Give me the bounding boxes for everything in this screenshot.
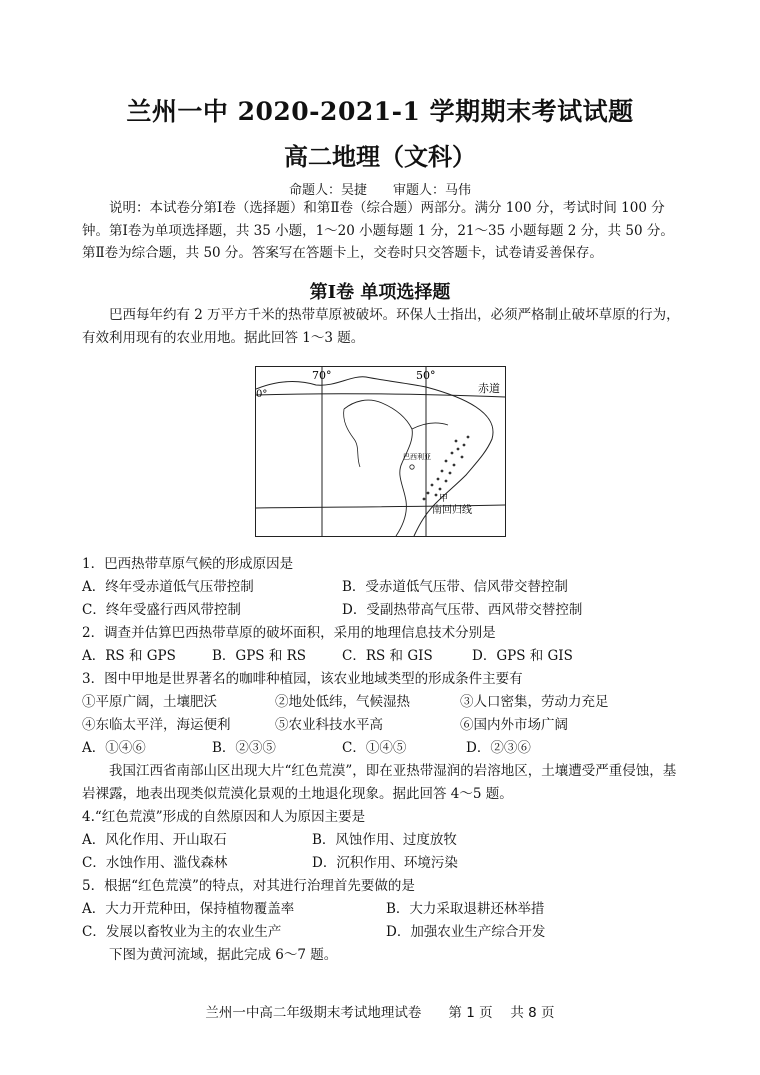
- q3-option-d[interactable]: D．②③⑥: [466, 740, 531, 756]
- intro-q4-5: 我国江西省南部山区出现大片“红色荒漠”，即在亚热带湿润的岩溶地区，土壤遭受严重侵蚀，基岩裸露，地表出现类似荒漠化景观的土地退化现象。据此回答 4～5 题。: [82, 763, 677, 802]
- q4-option-a[interactable]: A．风化作用、开山取石: [82, 832, 227, 848]
- q2-option-b[interactable]: B．GPS 和 RS: [212, 648, 307, 664]
- label-jia: 甲: [439, 494, 449, 504]
- river-line: [412, 423, 448, 429]
- label-70: 70°: [312, 369, 332, 382]
- q2-option-c[interactable]: C．RS 和 GIS: [342, 648, 433, 664]
- q2-option-d[interactable]: D．GPS 和 GIS: [472, 648, 573, 664]
- border-line-west: [344, 409, 360, 467]
- q4-option-c[interactable]: C．水蚀作用、滥伐森林: [82, 855, 228, 871]
- instructions-paragraph: 说明：本试卷分第Ⅰ卷（选择题）和第Ⅱ卷（综合题）两部分。满分 100 分，考试时间 100 分钟。第Ⅰ卷为单项选择题，共 35 小题，1～20 小题每题 1 分，21～35 小题每题 2 分，共 50 分。第Ⅱ卷为综合题，共 50 分。答案写在答题卡上，交卷时只交答题卡，试卷请妥善保存。: [82, 200, 674, 261]
- q3-cond-3: ③人口密集，劳动力充足: [460, 694, 609, 710]
- label-brasilia: 巴西利亚: [403, 453, 431, 461]
- label-equator: 赤道: [478, 382, 500, 395]
- label-50: 50°: [416, 369, 436, 382]
- q5-option-d[interactable]: D．加强农业生产综合开发: [386, 924, 546, 940]
- brazil-map: [256, 367, 505, 536]
- q4-option-b[interactable]: B．风蚀作用、过度放牧: [312, 832, 457, 848]
- q1-stem: 1．巴西热带草原气候的形成原因是: [82, 556, 294, 572]
- q3-cond-6: ⑥国内外市场广阔: [460, 717, 568, 733]
- brazil-map-figure: [255, 366, 506, 537]
- q2-option-a[interactable]: A．RS 和 GPS: [82, 648, 176, 664]
- q3-cond-5: ⑤农业科技水平高: [275, 717, 383, 733]
- q2-stem: 2．调查并估算巴西热带草原的破坏面积，采用的地理信息技术分别是: [82, 625, 496, 641]
- section-title: 第Ⅰ卷 单项选择题: [309, 282, 451, 303]
- exam-subtitle: 高二地理（文科）: [284, 142, 476, 171]
- label-tropic: 南回归线: [432, 505, 472, 516]
- label-0: 0°: [256, 389, 268, 400]
- intro-q6-7: 下图为黄河流域，据此完成 6～7 题。: [109, 947, 338, 963]
- q5-stem: 5．根据“红色荒漠”的特点，对其进行治理首先要做的是: [82, 878, 415, 894]
- q1-option-a[interactable]: A．终年受赤道低气压带控制: [82, 579, 254, 595]
- equator-line: [256, 394, 505, 397]
- q3-stem: 3．图中甲地是世界著名的咖啡种植园，该农业地域类型的形成条件主要有: [82, 671, 523, 687]
- q1-option-b[interactable]: B．受赤道低气压带、信风带交替控制: [342, 579, 568, 595]
- q1-option-d[interactable]: D．受副热带高气压带、西风带交替控制: [342, 602, 583, 618]
- q5-option-c[interactable]: C．发展以畜牧业为主的农业生产: [82, 924, 282, 940]
- q5-option-a[interactable]: A．大力开荒种田，保持植物覆盖率: [82, 901, 295, 917]
- q3-cond-4: ④东临太平洋，海运便利: [82, 717, 231, 733]
- page-footer: 兰州一中高二年级期末考试地理试卷 第 1 页 共 8 页: [205, 1005, 555, 1021]
- q4-stem: 4.“红色荒漠”形成的自然原因和人为原因主要是: [82, 809, 366, 825]
- brasilia-marker: [410, 465, 414, 469]
- q4-option-d[interactable]: D．沉积作用、环境污染: [312, 855, 458, 871]
- intro-q1-3: 巴西每年约有 2 万平方千米的热带草原被破坏。环保人士指出，必须严格制止破坏草原的行为，有效利用现有的农业用地。据此回答 1～3 题。: [82, 307, 680, 346]
- q3-cond-1: ①平原广阔，土壤肥沃: [82, 694, 217, 710]
- q3-option-c[interactable]: C．①④⑤: [342, 740, 407, 756]
- q1-option-c[interactable]: C．终年受盛行西风带控制: [82, 602, 241, 618]
- q3-option-a[interactable]: A．①④⑥: [82, 740, 146, 756]
- exam-title: 兰州一中 2020-2021-1 学期期末考试试题: [126, 97, 634, 126]
- q3-option-b[interactable]: B．②③⑤: [212, 740, 276, 756]
- border-line: [344, 400, 412, 536]
- q5-option-b[interactable]: B．大力采取退耕还林举措: [386, 901, 545, 917]
- authors-line: 命题人：吴捷 审题人：马伟: [288, 183, 471, 198]
- coffee-region-dots: [423, 436, 470, 501]
- q3-cond-2: ②地处低纬，气候湿热: [275, 694, 410, 710]
